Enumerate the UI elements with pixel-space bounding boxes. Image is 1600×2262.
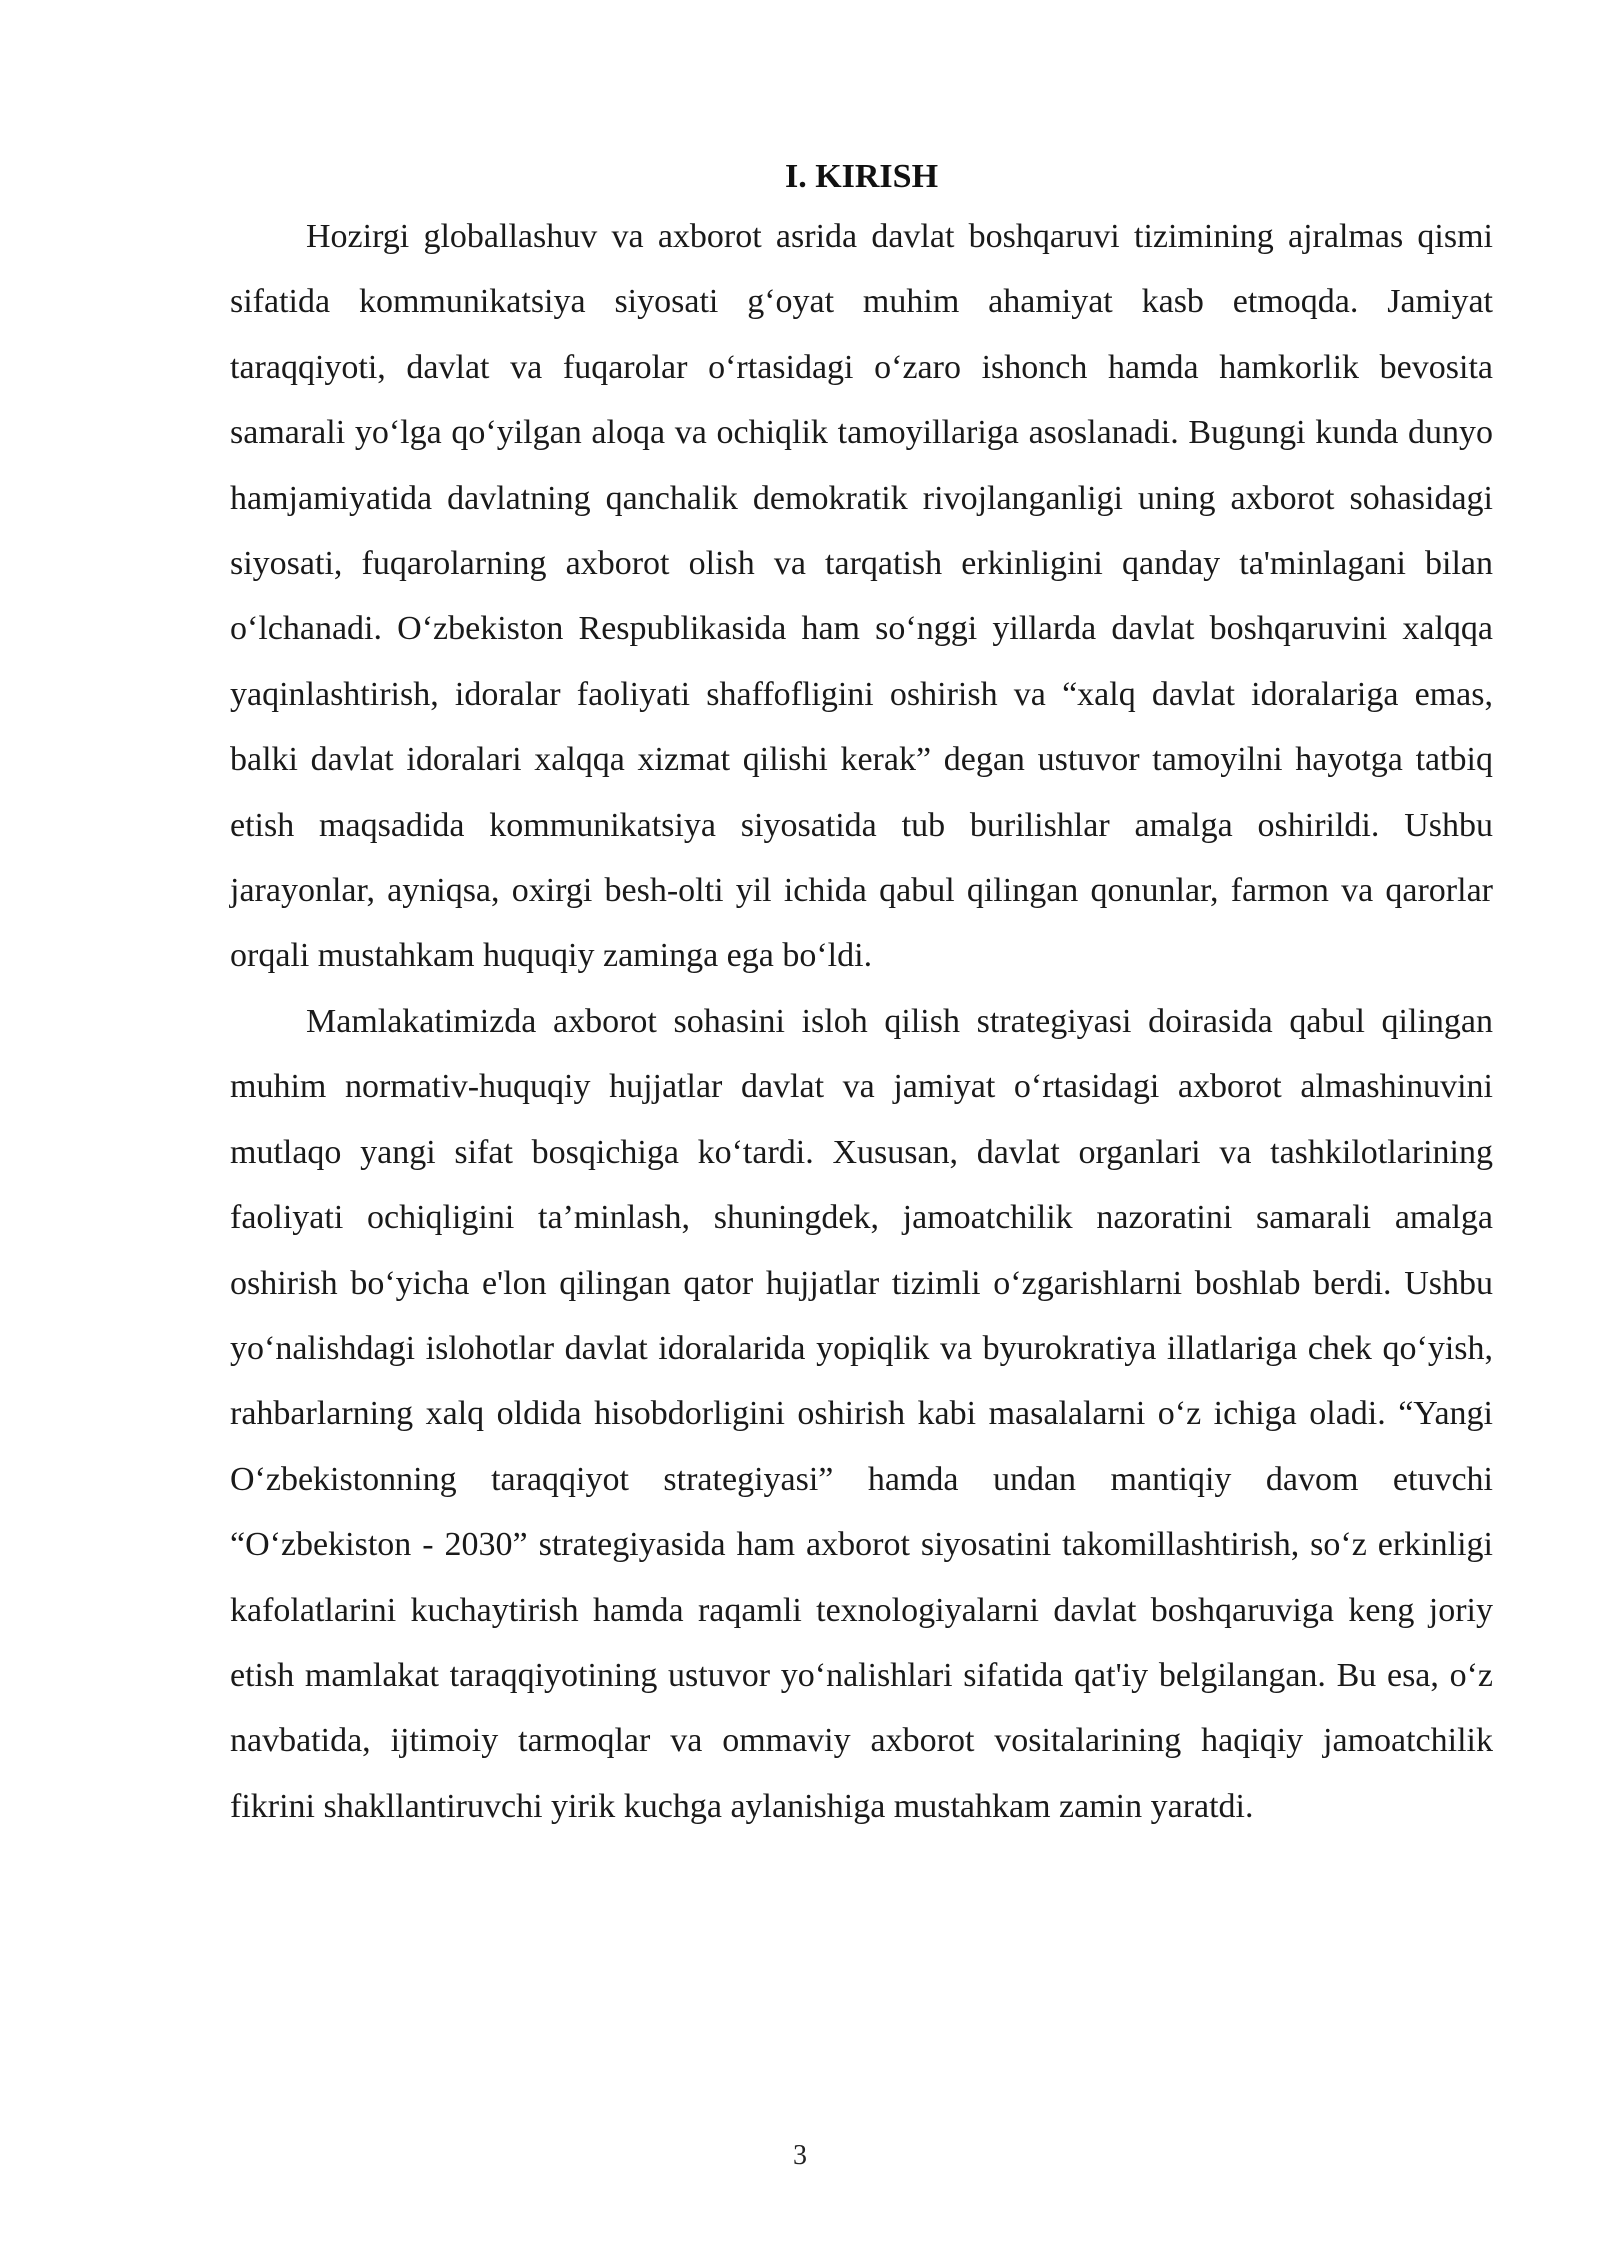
section-heading: I. KIRISH bbox=[784, 158, 939, 195]
page-number: 3 bbox=[793, 2140, 807, 2171]
paragraph-1: Hozirgi globallashuv va axborot asrida davlat boshqaruvi tizimining ajralmas qismi sifatida kommunikatsiya siyosati g‘oyat muhim ahamiyat kasb etmoqda. Jamiyat taraqqiyoti, davlat va fuqarolar o‘rtasidagi o‘zaro ishonch hamda hamkorlik bevosita samarali yo‘lga qo‘yilgan aloqa va ochiqlik tamoyillariga asoslanadi. Bugungi kunda dunyo hamjamiyatida davlatning qanchalik demokratik rivojlanganligi uning axborot sohasidagi siyosati, fuqarolarning axborot olish va tarqatish erkinligini qanday ta'minlagani bilan o‘lchanadi. O‘zbekiston Respublikasida ham so‘nggi yillarda davlat boshqaruvini xalqqa yaqinlashtirish, idoralar faoliyati shaffofligini oshirish va “xalq davlat idoralariga emas, balki davlat idoralari xalqqa xizmat qilishi kerak” degan ustuvor tamoyilni hayotga tatbiq etish maqsadida kommunikatsiya siyosatida tub burilishlar amalga oshirildi. Ushbu jarayonlar, ayniqsa, oxirgi besh-olti yil ichida qabul qilingan qonunlar, farmon va qarorlar orqali mustahkam huquqiy zaminga ega bo‘ldi. bbox=[230, 218, 1493, 975]
paragraph-2: Mamlakatimizda axborot sohasini isloh qilish strategiyasi doirasida qabul qilingan muhim normativ-huquqiy hujjatlar davlat va jamiyat o‘rtasidagi axborot almashinuvini mutlaqo yangi sifat bosqichiga ko‘tardi. Xususan, davlat organlari va tashkilotlarining faoliyati ochiqligini ta’minlash, shuningdek, jamoatchilik nazoratini samarali amalga oshirish bo‘yicha e'lon qilingan qator hujjatlar tizimli o‘zgarishlarni boshlab berdi. Ushbu yo‘nalishdagi islohotlar davlat idoralarida yopiqlik va byurokratiya illatlariga chek qo‘yish, rahbarlarning xalq oldida hisobdorligini oshirish kabi masalalarni o‘z ichiga oladi. “Yangi O‘zbekistonning taraqqiyot strategiyasi” hamda undan mantiqiy davom etuvchi “O‘zbekiston - 2030” strategiyasida ham axborot siyosatini takomillashtirish, so‘z erkinligi kafolatlarini kuchaytirish hamda raqamli texnologiyalarni davlat boshqaruviga keng joriy etish mamlakat taraqqiyotining ustuvor yo‘nalishlari sifatida qat'iy belgilangan. Bu esa, o‘z navbatida, ijtimoiy tarmoqlar va ommaviy axborot vositalarining haqiqiy jamoatchilik fikrini shakllantiruvchi yirik kuchga aylanishiga mustahkam zamin yaratdi. bbox=[230, 1002, 1493, 1825]
page-content bbox=[230, 150, 1493, 1839]
